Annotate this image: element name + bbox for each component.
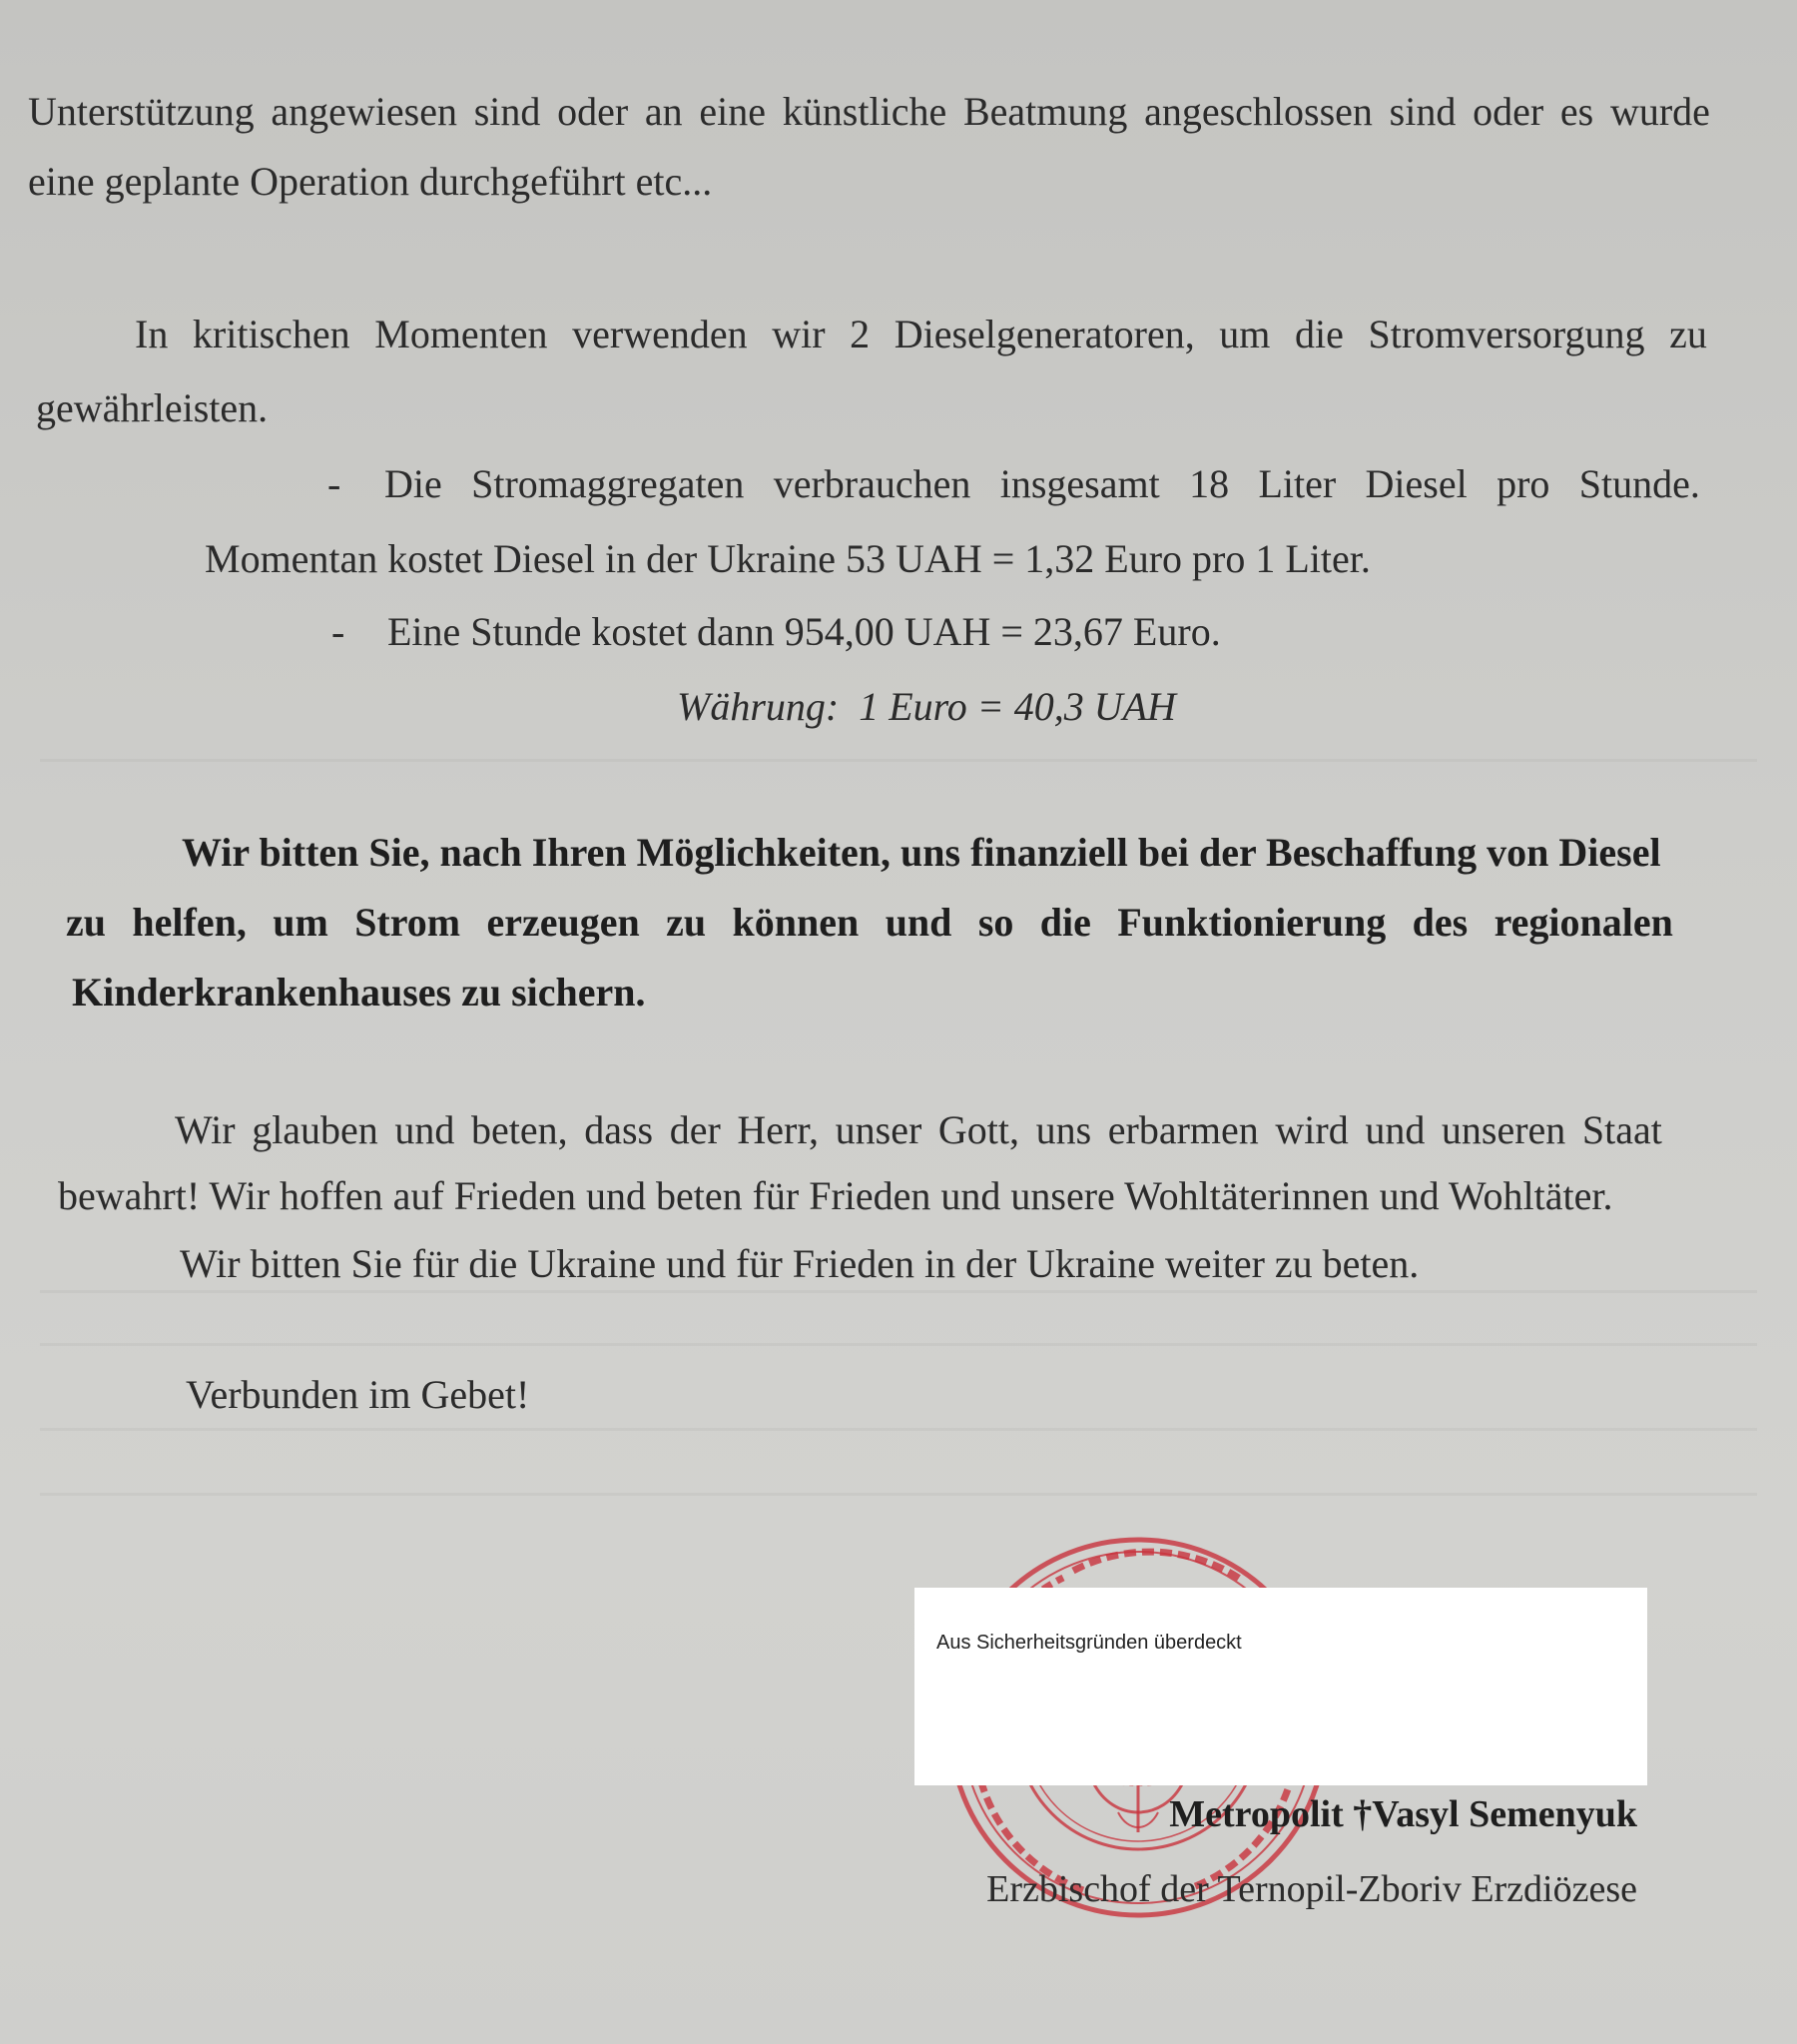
word: an: [644, 89, 683, 134]
word: oder: [557, 89, 629, 134]
word: um: [273, 900, 328, 945]
word: Liter: [1258, 461, 1337, 506]
word: glauben: [252, 1107, 378, 1152]
word: der: [669, 1107, 721, 1152]
prayer-line3: Wir bitten Sie für die Ukraine und für Frieden in der Ukraine weiter zu beten.: [180, 1241, 1420, 1286]
word: Stromversorgung: [1368, 312, 1645, 356]
word: Beatmung: [962, 89, 1128, 134]
word: angewiesen: [271, 89, 457, 134]
word: wurde: [1609, 89, 1710, 134]
word: Stunde.: [1578, 461, 1700, 506]
bullet-dash: -: [327, 461, 341, 506]
word: Momenten: [374, 312, 548, 356]
word: 18: [1189, 461, 1230, 506]
word: beten,: [471, 1107, 568, 1152]
word: angeschlossen: [1144, 89, 1373, 134]
word: erbarmen: [1107, 1107, 1259, 1152]
show-through-line: [40, 1290, 1757, 1293]
word: verbrauchen: [773, 461, 971, 506]
word: zu: [1669, 312, 1707, 356]
word: des: [1412, 900, 1469, 945]
appeal-line3: Kinderkrankenhauses zu sichern.: [72, 970, 646, 1015]
word: die: [1295, 312, 1344, 356]
redaction-box: [914, 1588, 1647, 1785]
word: uns: [1035, 1107, 1092, 1152]
word: Strom: [354, 900, 461, 945]
word: Stromaggregaten: [471, 461, 745, 506]
prayer-line2: bewahrt! Wir hoffen auf Frieden und beten für Frieden und unsere Wohltäterinnen und Wohltäter.: [58, 1173, 1613, 1218]
word: und: [885, 900, 952, 945]
word: Wir: [175, 1107, 236, 1152]
word: unser: [835, 1107, 922, 1152]
word: 2: [850, 312, 871, 356]
word: Diesel: [1365, 461, 1468, 506]
word: verwenden: [572, 312, 748, 356]
word: sind: [473, 89, 541, 134]
word: wird: [1275, 1107, 1349, 1152]
bullet1-line1: [384, 461, 1700, 506]
word: Unterstützung: [28, 89, 255, 134]
word: dass: [584, 1107, 654, 1152]
signatory-name: Metropolit †Vasyl Semenyuk: [1169, 1793, 1637, 1835]
exchange-rate: Währung: 1 Euro = 40,3 UAH: [677, 684, 1176, 729]
word: sind: [1389, 89, 1457, 134]
para1-line2: eine geplante Operation durchgeführt etc...: [28, 159, 713, 204]
bullet1-line2: Momentan kostet Diesel in der Ukraine 53 UAH = 1,32 Euro pro 1 Liter.: [205, 536, 1371, 581]
word: eine: [699, 89, 767, 134]
word: insgesamt: [999, 461, 1160, 506]
word: künstliche: [782, 89, 947, 134]
bullet2-line: Eine Stunde kostet dann 954,00 UAH = 23,67 Euro.: [387, 609, 1221, 654]
word: Die: [384, 461, 442, 506]
word: so: [977, 900, 1014, 945]
show-through-line: [40, 1428, 1757, 1431]
word: können: [732, 900, 860, 945]
word: Gott,: [937, 1107, 1020, 1152]
word: um: [1219, 312, 1271, 356]
word: und: [1365, 1107, 1426, 1152]
word: die: [1039, 900, 1091, 945]
word: In: [135, 312, 169, 356]
show-through-line: [40, 1493, 1757, 1496]
signatory-title: Erzbischof der Ternopil-Zboriv Erzdiözese: [986, 1868, 1637, 1910]
word: und: [394, 1107, 455, 1152]
show-through-line: [40, 1343, 1757, 1346]
word: kritischen: [192, 312, 350, 356]
word: erzeugen: [486, 900, 640, 945]
word: Herr,: [737, 1107, 820, 1152]
word: Dieselgeneratoren,: [894, 312, 1195, 356]
word: helfen,: [132, 900, 247, 945]
word: zu: [66, 900, 106, 945]
para2-line2: gewährleisten.: [36, 385, 269, 430]
word: unseren: [1441, 1107, 1566, 1152]
redaction-note: Aus Sicherheitsgründen überdeckt: [936, 1632, 1242, 1654]
prayer-line1: [175, 1107, 1662, 1152]
para1-line1: [28, 89, 1710, 134]
word: regionalen: [1494, 900, 1673, 945]
bullet-dash: -: [331, 609, 345, 654]
word: zu: [666, 900, 707, 945]
word: Staat: [1581, 1107, 1662, 1152]
para2-line1: [135, 312, 1707, 356]
closing: Verbunden im Gebet!: [186, 1372, 530, 1417]
show-through-line: [40, 759, 1757, 762]
word: oder: [1473, 89, 1544, 134]
word: Funktionierung: [1117, 900, 1387, 945]
word: wir: [772, 312, 826, 356]
appeal-line2: [66, 900, 1673, 945]
word: es: [1559, 89, 1594, 134]
word: pro: [1497, 461, 1550, 506]
appeal-line1: Wir bitten Sie, nach Ihren Möglichkeiten, uns finanziell bei der Beschaffung von Diesel: [182, 830, 1661, 875]
